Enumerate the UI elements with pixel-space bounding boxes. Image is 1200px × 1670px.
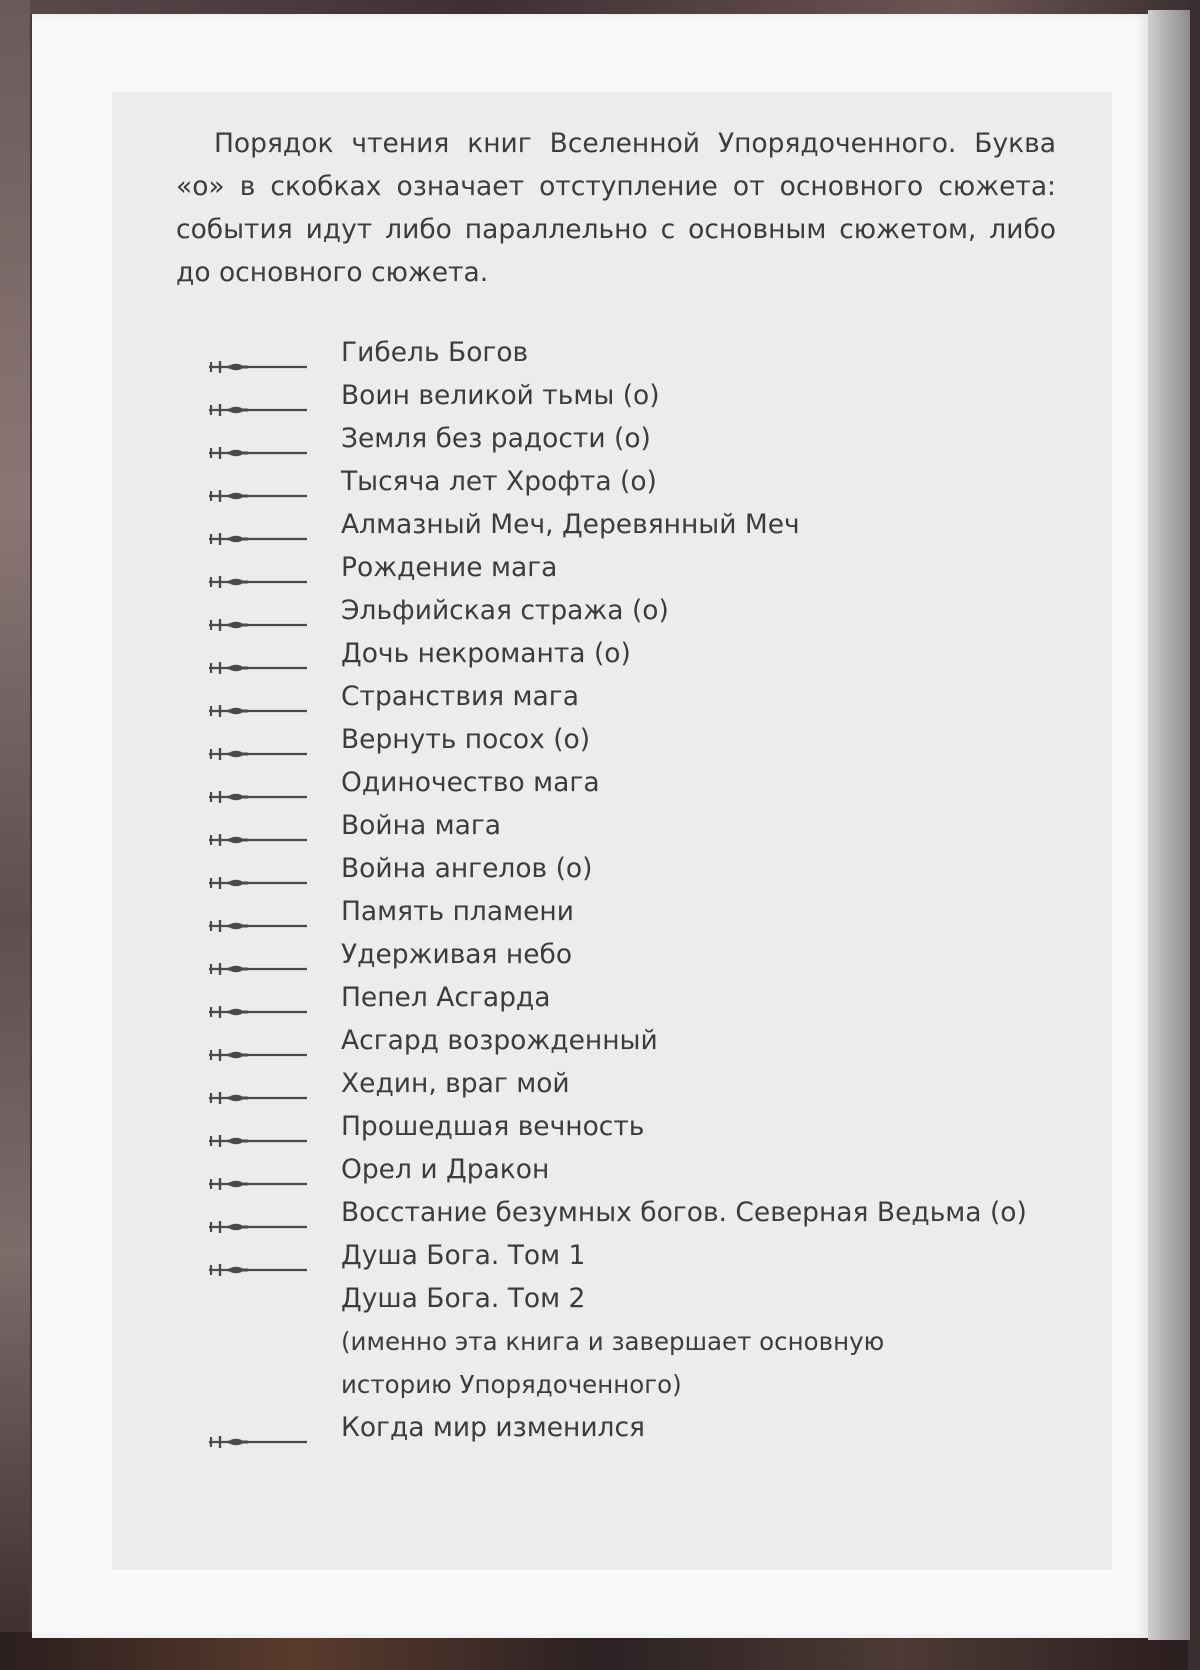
- sword-icon: [208, 431, 308, 447]
- list-item: [208, 1019, 1108, 1062]
- sword-icon: [208, 1205, 308, 1221]
- list-item: [208, 847, 1108, 890]
- list-item: [208, 417, 1108, 460]
- book-title: историю Упорядоченного): [341, 1370, 682, 1399]
- book-cover-edge: [1148, 10, 1190, 1640]
- sword-icon: [208, 1248, 308, 1264]
- sword-icon: [208, 345, 308, 361]
- sword-icon: [208, 646, 308, 662]
- list-item: [208, 1406, 1108, 1449]
- list-note: [208, 1363, 1108, 1406]
- sword-icon: [208, 388, 308, 404]
- list-item: [208, 546, 1108, 589]
- sword-icon: [208, 947, 308, 963]
- book-title: Асгард возрожденный: [341, 1025, 658, 1056]
- list-item: [208, 1191, 1108, 1234]
- sword-icon: [208, 603, 308, 619]
- intro-paragraph: Порядок чтения книг Вселенной Упорядоченного. Буква «о» в скобках означает отступление от основного сюжета: события идут либо параллельно с основным сюжетом, либо до основного сюжета.: [176, 128, 1056, 288]
- list-item: [208, 1148, 1108, 1191]
- list-item: [208, 589, 1108, 632]
- sword-icon: [208, 990, 308, 1006]
- book-title: Прошедшая вечность: [341, 1111, 645, 1142]
- book-title: Дочь некроманта (о): [341, 638, 631, 669]
- sword-icon: [208, 1119, 308, 1135]
- book-title: Одиночество мага: [341, 767, 600, 798]
- sword-icon: [208, 560, 308, 576]
- list-item: [208, 976, 1108, 1019]
- sword-icon: [208, 474, 308, 490]
- sword-icon: [208, 1033, 308, 1049]
- list-item: [208, 804, 1108, 847]
- reading-order-list: [208, 331, 1108, 1449]
- book-title: Вернуть посох (о): [341, 724, 591, 755]
- sword-icon: [208, 861, 308, 877]
- list-item: [208, 1105, 1108, 1148]
- list-item: [208, 761, 1108, 804]
- book-title: Тысяча лет Хрофта (о): [341, 466, 657, 497]
- book-title: Орел и Дракон: [341, 1154, 550, 1185]
- sword-icon: [208, 1076, 308, 1092]
- book-title: Алмазный Меч, Деревянный Меч: [341, 509, 800, 540]
- list-item: [208, 632, 1108, 675]
- list-item: [208, 503, 1108, 546]
- book-title: Земля без радости (о): [341, 423, 651, 454]
- list-item: [208, 1234, 1108, 1277]
- list-note: [208, 1320, 1108, 1363]
- book-title: Когда мир изменился: [341, 1412, 645, 1443]
- sword-icon: [208, 1420, 308, 1436]
- list-item: [208, 1277, 1108, 1320]
- book-title: Память пламени: [341, 896, 574, 927]
- list-item: [208, 460, 1108, 503]
- reading-order-panel: [112, 92, 1112, 1570]
- sword-icon: [208, 689, 308, 705]
- book-title: (именно эта книга и завершает основную: [341, 1327, 885, 1356]
- book-title: Душа Бога. Том 1: [341, 1240, 586, 1271]
- book-title: Воин великой тьмы (о): [341, 380, 660, 411]
- book-title: Война ангелов (о): [341, 853, 593, 884]
- background-left: [0, 0, 30, 1670]
- list-item: [208, 1062, 1108, 1105]
- book-page: [32, 14, 1148, 1638]
- book-title: Странствия мага: [341, 681, 579, 712]
- book-title: Гибель Богов: [341, 337, 529, 368]
- sword-icon: [208, 732, 308, 748]
- list-item: [208, 675, 1108, 718]
- list-item: [208, 331, 1108, 374]
- sword-icon: [208, 818, 308, 834]
- book-title: Душа Бога. Том 2: [341, 1283, 586, 1314]
- list-item: [208, 374, 1108, 417]
- sword-icon: [208, 517, 308, 533]
- list-item: [208, 718, 1108, 761]
- sword-icon: [208, 775, 308, 791]
- sword-icon: [208, 904, 308, 920]
- book-title: Рождение мага: [341, 552, 558, 583]
- book-title: Удерживая небо: [341, 939, 573, 970]
- book-title: Хедин, враг мой: [341, 1068, 570, 1099]
- list-item: [208, 890, 1108, 933]
- book-title: Война мага: [341, 810, 501, 841]
- book-title: Восстание безумных богов. Северная Ведьма (о): [341, 1197, 1027, 1228]
- book-title: Эльфийская стража (о): [341, 595, 669, 626]
- sword-icon: [208, 1162, 308, 1178]
- list-item: [208, 933, 1108, 976]
- background-top: [0, 0, 1200, 14]
- book-title: Пепел Асгарда: [341, 982, 551, 1013]
